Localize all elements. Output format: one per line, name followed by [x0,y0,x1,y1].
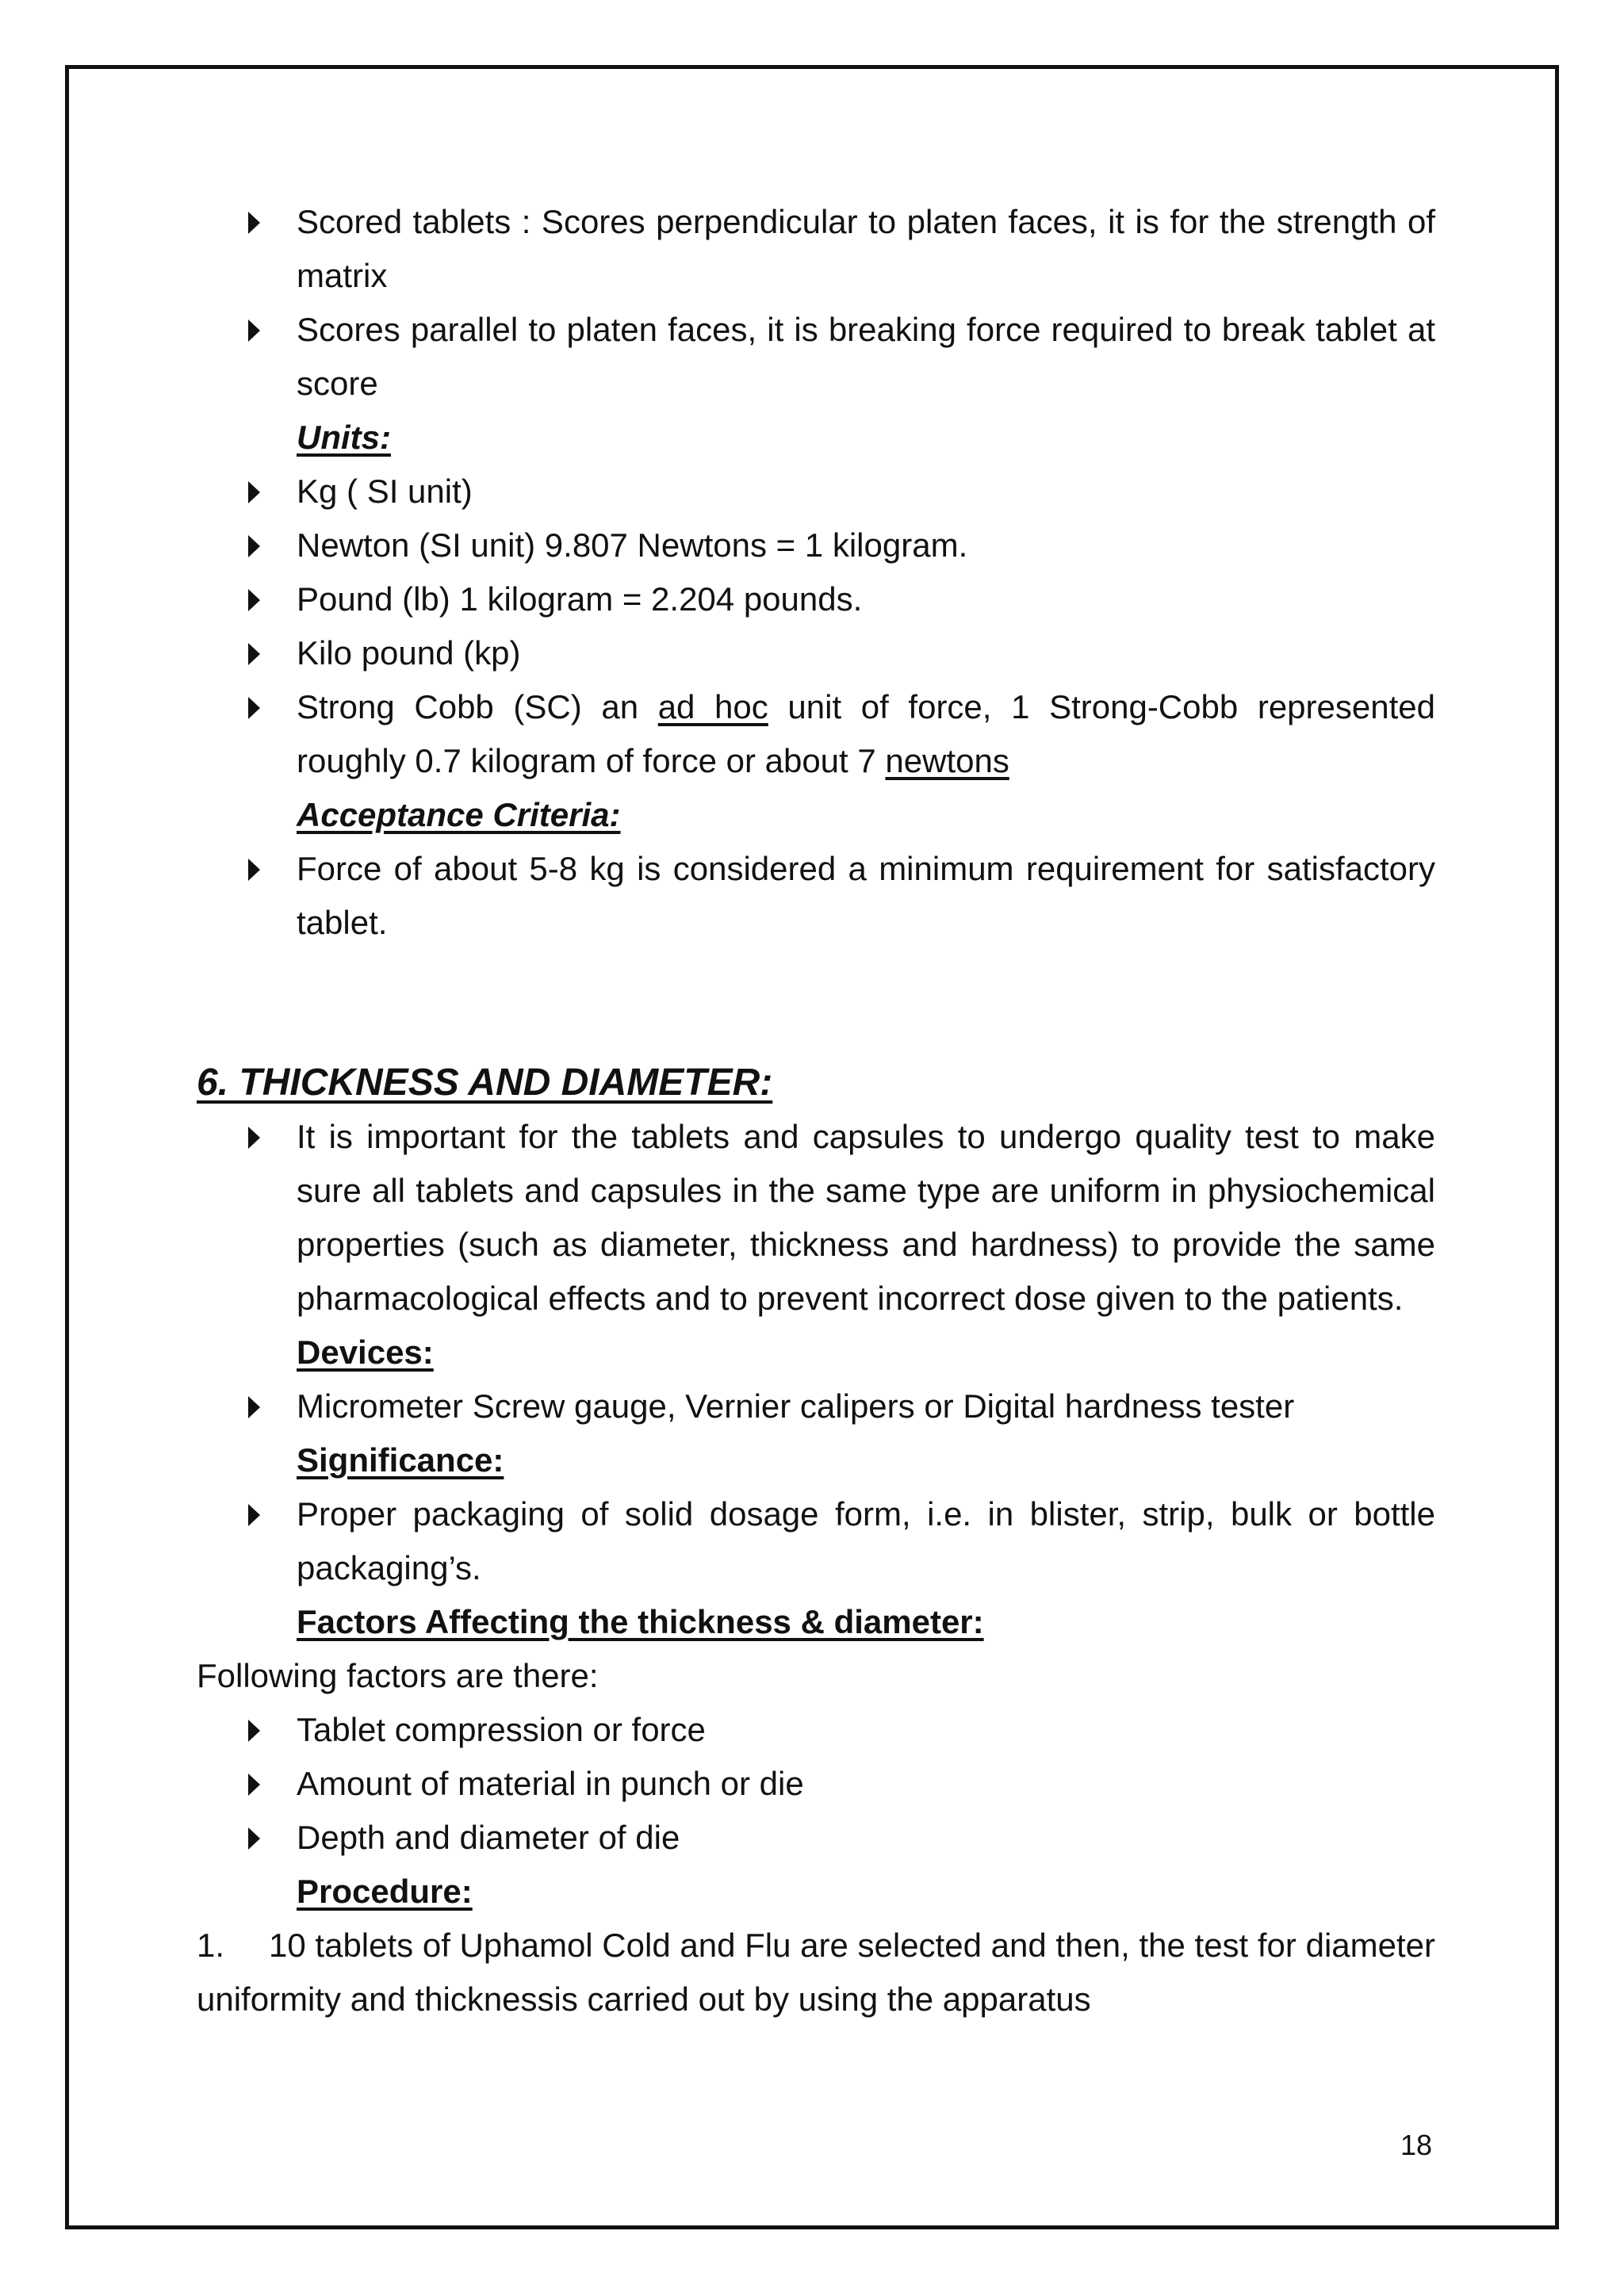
list-item [197,465,1435,519]
procedure-step [197,1919,1435,2026]
devices-heading: Devices: [297,1334,434,1371]
triangle-bullet-icon [248,589,260,611]
list-item-text: Force of about 5-8 kg is considered a minimum requirement for satisfactory tablet. [297,850,1435,941]
list-item [197,1110,1435,1326]
ad-hoc-link[interactable]: ad hoc [657,688,768,725]
units-heading: Units: [297,419,391,456]
triangle-bullet-icon [248,212,260,234]
strong-cobb-text-2: unit of force, 1 Strong-Cobb represented roughly 0.7 kilogram of force or about 7 [297,688,1435,779]
triangle-bullet-icon [248,1774,260,1796]
list-item-text: Depth and diameter of die [297,1819,680,1856]
list-item-text: Kilo pound (kp) [297,634,521,672]
newtons-link[interactable]: newtons [885,742,1009,779]
procedure-heading: Procedure: [297,1873,473,1910]
list-item [197,1487,1435,1595]
list-item-text: Micrometer Screw gauge, Vernier calipers or Digital hardness tester [297,1387,1295,1425]
section-title: 6. THICKNESS AND DIAMETER: [197,1062,773,1104]
list-item-text: Scored tablets : Scores perpendicular to platen faces, it is for the strength of matrix [297,203,1435,294]
list-item [197,1757,1435,1811]
list-item [197,1703,1435,1757]
procedure-step-text: 10 tablets of Uphamol Cold and Flu are selected and then, the test for diameter uniformity and thicknessis carried out by using the apparatus [197,1927,1435,2018]
factors-heading: Factors Affecting the thickness & diameter: [297,1603,984,1640]
list-item-text: Scores parallel to platen faces, it is breaking force required to break tablet at score [297,311,1435,402]
list-item-text: Amount of material in punch or die [297,1765,804,1802]
devices-heading-row [197,1326,1435,1380]
triangle-bullet-icon [248,643,260,665]
significance-heading-row [197,1433,1435,1487]
list-item-strong-cobb [197,680,1435,788]
triangle-bullet-icon [248,320,260,342]
page-number: 18 [1400,2129,1433,2161]
acceptance-heading: Acceptance Criteria: [297,796,621,833]
list-item-text: Pound (lb) 1 kilogram = 2.204 pounds. [297,580,863,618]
list-item-text: It is important for the tablets and capsules to undergo quality test to make sure all tablets and capsules in the same type are uniform in physiochemical properties (such as diameter, thickness and hardness) to provide the same pharmacological effects and to prevent incorrect dose given to the patients. [297,1118,1435,1317]
units-heading-row [197,411,1435,465]
triangle-bullet-icon [248,1827,260,1850]
factors-heading-row [197,1595,1435,1649]
list-item [197,1811,1435,1865]
list-item-text: Tablet compression or force [297,1711,706,1748]
list-item-text: Newton (SI unit) 9.807 Newtons = 1 kilogram. [297,526,968,564]
list-item [197,572,1435,626]
list-item-text: Kg ( SI unit) [297,473,473,510]
procedure-heading-row [197,1865,1435,1919]
triangle-bullet-icon [248,481,260,503]
list-item [197,519,1435,572]
list-item [197,842,1435,950]
significance-heading: Significance: [297,1441,504,1479]
acceptance-heading-row [197,788,1435,842]
factors-intro: Following factors are there: [197,1657,599,1694]
strong-cobb-text-1: Strong Cobb (SC) an [297,688,658,725]
list-item [197,626,1435,680]
list-item [197,1380,1435,1433]
list-item-text: Proper packaging of solid dosage form, i.e. in blister, strip, bulk or bottle packaging’s. [297,1495,1435,1586]
triangle-bullet-icon [248,1504,260,1526]
document-content [197,195,1435,2026]
triangle-bullet-icon [248,1720,260,1742]
triangle-bullet-icon [248,859,260,881]
triangle-bullet-icon [248,697,260,719]
procedure-step-number: 1. [197,1927,225,1964]
triangle-bullet-icon [248,1396,260,1418]
triangle-bullet-icon [248,1127,260,1149]
triangle-bullet-icon [248,535,260,557]
list-item [197,195,1435,303]
list-item [197,303,1435,411]
